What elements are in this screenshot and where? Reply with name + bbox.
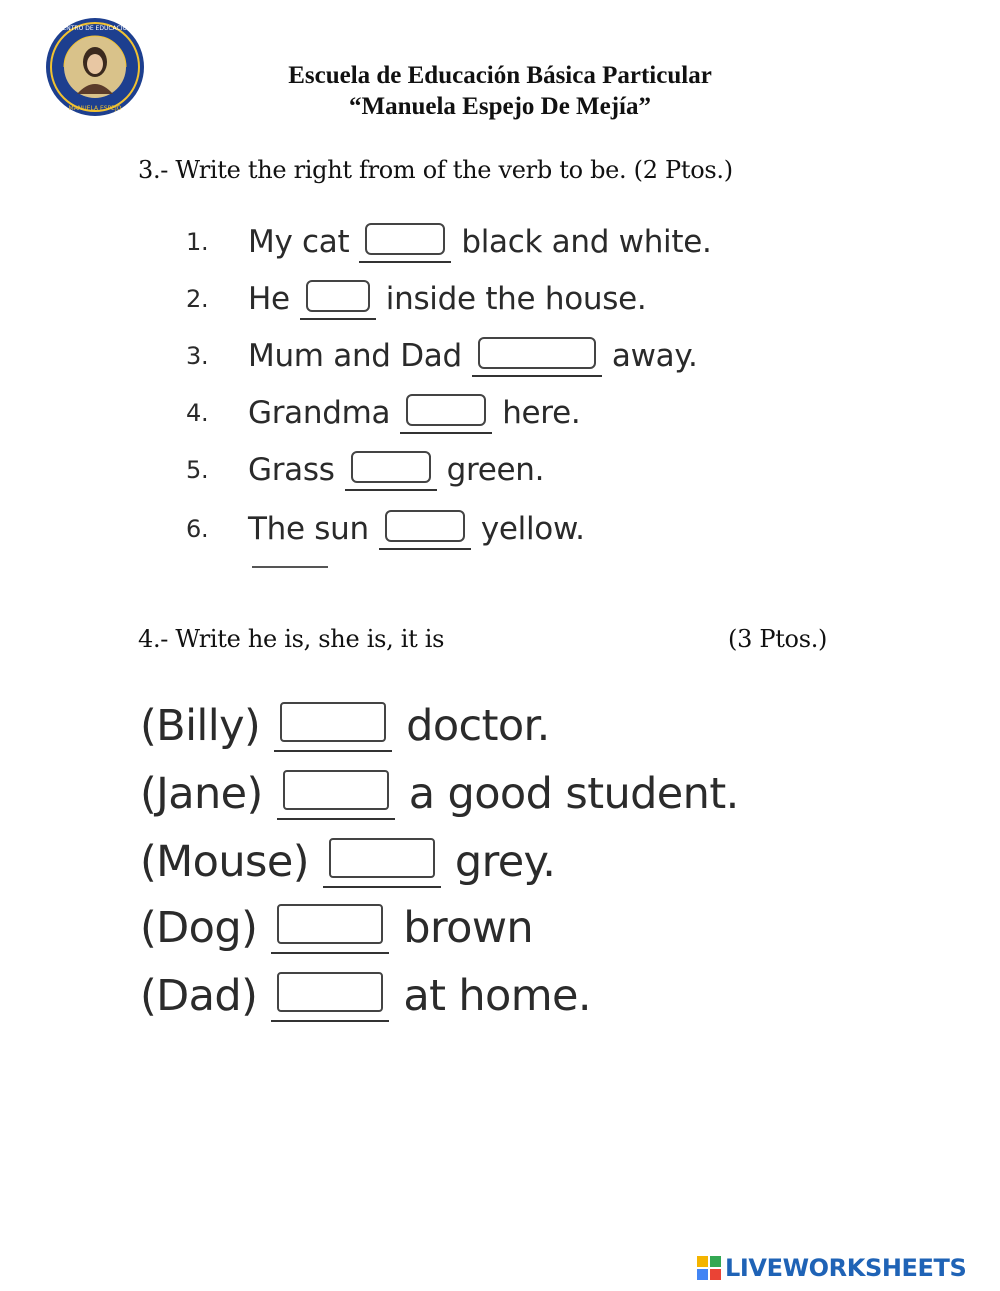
item-number: 1. bbox=[186, 228, 209, 256]
exercise-4-item bbox=[140, 898, 533, 958]
subject-label: (Jane) bbox=[140, 769, 263, 819]
item-number: 6. bbox=[186, 515, 209, 543]
answer-box[interactable] bbox=[277, 904, 383, 944]
exercise-3-item bbox=[186, 505, 585, 553]
answer-blank[interactable] bbox=[271, 970, 389, 1022]
section-3-title: 3.- Write the right from of the verb to be. (2 Ptos.) bbox=[138, 156, 733, 184]
exercise-4-item bbox=[140, 696, 550, 756]
item-number: 3. bbox=[186, 342, 209, 370]
exercise-4-item bbox=[140, 966, 591, 1026]
item-text-after: yellow. bbox=[480, 511, 585, 547]
item-number: 5. bbox=[186, 456, 209, 484]
school-name-line1: Escuela de Educación Básica Particular bbox=[288, 62, 712, 89]
section-4-points: (3 Ptos.) bbox=[728, 625, 828, 653]
item-text-after: here. bbox=[502, 395, 581, 431]
answer-box[interactable] bbox=[351, 451, 431, 483]
answer-blank[interactable] bbox=[277, 768, 395, 820]
item-text-before: Mum and Dad bbox=[248, 338, 462, 374]
subject-label: (Dog) bbox=[140, 903, 258, 953]
answer-blank[interactable] bbox=[345, 449, 437, 491]
item-text-after: inside the house. bbox=[385, 281, 647, 317]
item-text-after: doctor. bbox=[406, 701, 550, 751]
answer-box[interactable] bbox=[280, 702, 386, 742]
answer-box[interactable] bbox=[329, 838, 435, 878]
item-text-after: a good student. bbox=[408, 769, 739, 819]
item-text-after: brown bbox=[403, 903, 534, 953]
exercise-3-item bbox=[186, 275, 646, 323]
item-text-before: He bbox=[248, 281, 290, 317]
school-logo bbox=[44, 16, 146, 118]
exercise-3-item bbox=[186, 332, 698, 380]
answer-box[interactable] bbox=[277, 972, 383, 1012]
item-text-before: Grass bbox=[248, 452, 335, 488]
answer-box[interactable] bbox=[406, 394, 486, 426]
liveworksheets-brand: LIVEWORKSHEETS bbox=[725, 1254, 967, 1282]
item-text-after: black and white. bbox=[461, 224, 712, 260]
answer-box[interactable] bbox=[365, 223, 445, 255]
answer-box[interactable] bbox=[283, 770, 389, 810]
item-text-after: grey. bbox=[454, 837, 556, 887]
answer-box[interactable] bbox=[306, 280, 370, 312]
exercise-4-item bbox=[140, 832, 555, 892]
exercise-3-item bbox=[186, 218, 712, 266]
exercise-3-item bbox=[186, 446, 544, 494]
answer-blank[interactable] bbox=[274, 700, 392, 752]
answer-blank[interactable] bbox=[359, 221, 451, 263]
school-name-line2: “Manuela Espejo De Mejía” bbox=[348, 93, 652, 120]
answer-box[interactable] bbox=[385, 510, 465, 542]
subject-label: (Billy) bbox=[140, 701, 261, 751]
answer-blank[interactable] bbox=[472, 335, 602, 377]
answer-blank[interactable] bbox=[400, 392, 492, 434]
answer-blank[interactable] bbox=[379, 508, 471, 550]
answer-blank[interactable] bbox=[300, 278, 376, 320]
item-number: 4. bbox=[186, 399, 209, 427]
subject-label: (Dad) bbox=[140, 971, 258, 1021]
divider-line bbox=[252, 566, 328, 568]
section-4-title: 4.- Write he is, she is, it is bbox=[138, 625, 445, 653]
svg-text:CENTRO DE EDUCACION: CENTRO DE EDUCACION bbox=[58, 25, 132, 32]
item-text-after: away. bbox=[611, 338, 698, 374]
exercise-4-item bbox=[140, 764, 739, 824]
school-name bbox=[180, 60, 820, 122]
item-text-after: green. bbox=[446, 452, 545, 488]
item-text-after: at home. bbox=[403, 971, 591, 1021]
answer-blank[interactable] bbox=[323, 836, 441, 888]
answer-blank[interactable] bbox=[271, 902, 389, 954]
item-number: 2. bbox=[186, 285, 209, 313]
liveworksheets-logo bbox=[697, 1254, 966, 1282]
item-text-before: The sun bbox=[248, 511, 369, 547]
subject-label: (Mouse) bbox=[140, 837, 309, 887]
exercise-3-item bbox=[186, 389, 580, 437]
answer-box[interactable] bbox=[478, 337, 596, 369]
item-text-before: My cat bbox=[248, 224, 350, 260]
liveworksheets-icon bbox=[697, 1256, 721, 1280]
svg-text:MANUELA ESPEJO: MANUELA ESPEJO bbox=[68, 105, 122, 112]
item-text-before: Grandma bbox=[248, 395, 391, 431]
